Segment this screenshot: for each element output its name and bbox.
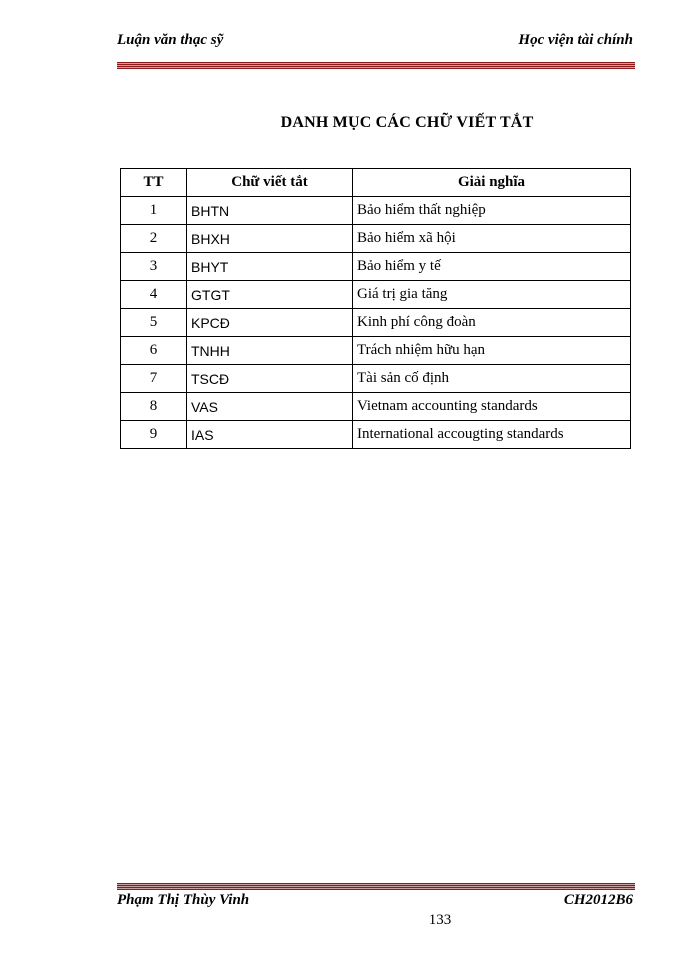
table-row <box>121 281 631 309</box>
cell-tt: 1 <box>121 197 187 225</box>
cell-tt: 8 <box>121 393 187 421</box>
footer-class-code: CH2012B6 <box>563 892 633 908</box>
cell-tt: 6 <box>121 337 187 365</box>
cell-meaning: Bảo hiểm thất nghiệp <box>353 197 631 225</box>
cell-abbreviation: BHYT <box>187 253 353 281</box>
table-row <box>121 393 631 421</box>
cell-tt: 5 <box>121 309 187 337</box>
footer-divider <box>117 883 635 890</box>
column-header-abbreviation: Chữ viết tắt <box>187 169 353 197</box>
cell-meaning: Giá trị gia tăng <box>353 281 631 309</box>
column-header-meaning: Giải nghĩa <box>353 169 631 197</box>
table-row <box>121 197 631 225</box>
cell-abbreviation: GTGT <box>187 281 353 309</box>
cell-abbreviation: VAS <box>187 393 353 421</box>
cell-abbreviation: KPCĐ <box>187 309 353 337</box>
cell-abbreviation: BHXH <box>187 225 353 253</box>
column-header-tt: TT <box>121 169 187 197</box>
cell-abbreviation: IAS <box>187 421 353 449</box>
header-divider <box>117 62 635 69</box>
cell-meaning: Kinh phí công đoàn <box>353 309 631 337</box>
cell-meaning: Trách nhiệm hữu hạn <box>353 337 631 365</box>
header-thesis-type: Luận văn thạc sỹ <box>117 32 224 48</box>
cell-meaning: Bảo hiểm xã hội <box>353 225 631 253</box>
table-row <box>121 309 631 337</box>
cell-tt: 9 <box>121 421 187 449</box>
table-row <box>121 365 631 393</box>
table-row <box>121 337 631 365</box>
cell-abbreviation: BHTN <box>187 197 353 225</box>
table-row <box>121 253 631 281</box>
table-row <box>121 225 631 253</box>
cell-tt: 4 <box>121 281 187 309</box>
table-header-row <box>121 169 631 197</box>
abbreviation-table <box>120 168 631 449</box>
cell-abbreviation: TNHH <box>187 337 353 365</box>
cell-tt: 3 <box>121 253 187 281</box>
cell-meaning: Vietnam accounting standards <box>353 393 631 421</box>
cell-meaning: Tài sản cố định <box>353 365 631 393</box>
table-row <box>121 421 631 449</box>
page-number: 133 <box>428 912 452 928</box>
cell-meaning: International accougting standards <box>353 421 631 449</box>
page-header <box>117 32 633 54</box>
header-institution: Học viện tài chính <box>518 32 633 48</box>
footer-author: Phạm Thị Thùy Vinh <box>117 892 250 908</box>
cell-meaning: Bảo hiểm y tế <box>353 253 631 281</box>
cell-abbreviation: TSCĐ <box>187 365 353 393</box>
cell-tt: 7 <box>121 365 187 393</box>
page-footer <box>117 892 633 914</box>
cell-tt: 2 <box>121 225 187 253</box>
page-title: DANH MỤC CÁC CHỮ VIẾT TẮT <box>280 114 534 131</box>
